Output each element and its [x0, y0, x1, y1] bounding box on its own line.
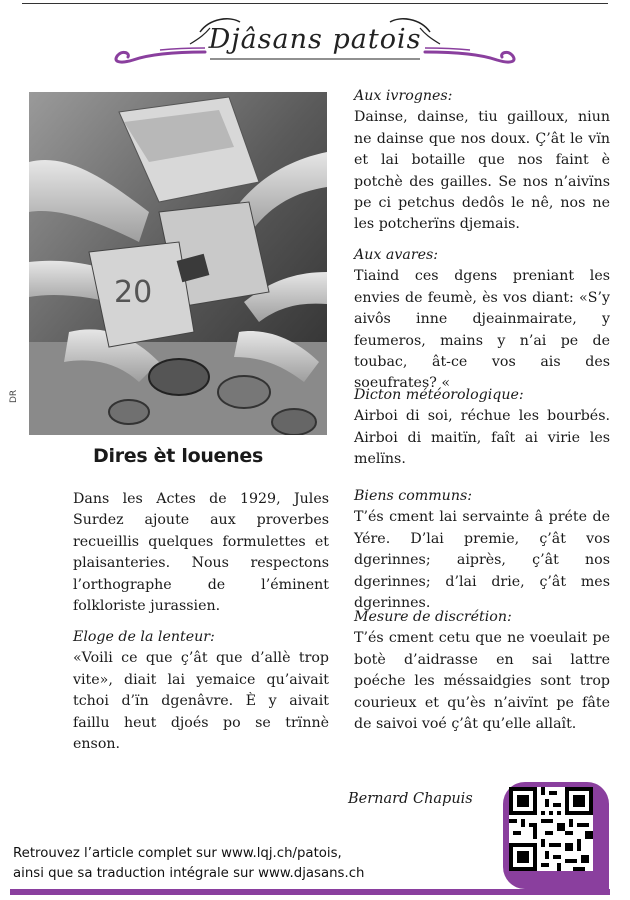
svg-text:20: 20	[114, 275, 153, 310]
footer-note	[13, 844, 364, 884]
section-title: Eloge de la lenteur:	[73, 629, 215, 645]
section-avares	[354, 245, 610, 395]
section-dicton	[354, 385, 610, 471]
header-banner	[0, 4, 630, 74]
section-eloge	[73, 627, 329, 755]
section-title: Mesure de discrétion:	[354, 609, 512, 625]
bottom-bar	[10, 889, 610, 895]
section-title: Aux avares:	[354, 247, 439, 263]
intro-text: Dans les Actes de 1929, Jules Surdez ajoute aux proverbes recueillis quelques formulettes et plaisanteries. Nous respectons l’orthographe de l’éminent folkloriste jurassien.	[73, 491, 329, 615]
section-title: Biens communs:	[354, 488, 473, 504]
qr-code-icon[interactable]	[509, 787, 593, 871]
section-text: «Voili ce que ç’ât que d’allè trop vite», diait lai yemaice qu’aivait tchoi d’ïn dgenâvre. È y aivait faillu heut djoés po se trïnnè enson.	[73, 650, 329, 753]
section-discretion	[354, 607, 610, 735]
footer-line-1: Retrouvez l’article complet sur www.lqj.ch/patois,	[13, 846, 342, 861]
footer-line-2: ainsi que sa traduction intégrale sur www.djasans.ch	[13, 866, 365, 881]
section-text: Tiaind ces dgens preniant les envies de feumè, ès vos diant: «S’y aivôs inne djeainmairate, y feumeros, mains y n’ai pe de toubac, ât-ce vos ais des soeufrates? «	[354, 268, 610, 392]
intro-paragraph	[73, 489, 329, 617]
author-name: Bernard Chapuis	[348, 791, 473, 807]
section-title: Aux ivrognes:	[354, 88, 453, 104]
photo-credit: DR	[9, 389, 19, 403]
section-text: T’és cment cetu que ne voeulait pe botè d’aidrasse en sai lattre poéche les méssaidgies sont trop courieux et qu’ès n’aivïnt pe fâte de saivoi voé ç’ât qu’elle allaît.	[354, 630, 610, 733]
section-biens	[354, 486, 610, 614]
section-text: T’és cment lai servainte â préte de Yére. D’lai premie, ç’ât vos dgerinnes; aiprès, ç’ât nos dgerinnes; d’lai drie, ç’ât mes dgerinnes.	[354, 509, 610, 612]
section-text: Dainse, dainse, tiu gailloux, niun ne dainse que nos doux. Ç’ât le vïn et lai botaille que nos faint è potchè des gailles. Se nos n’aivïns pe ci petchus dedôs le nê, nos ne les potcherïns djemais.	[354, 109, 610, 233]
section-text: Airboi di soi, réchue les bourbés. Airboi di maitïn, faît ai virie les melïns.	[354, 408, 610, 468]
section-title: Dicton météorologique:	[354, 387, 524, 403]
article-heading: Dires èt louenes	[93, 445, 263, 467]
page-title: Djâsans patois	[208, 24, 422, 55]
section-ivrognes	[354, 86, 610, 236]
money-photo	[29, 92, 327, 435]
